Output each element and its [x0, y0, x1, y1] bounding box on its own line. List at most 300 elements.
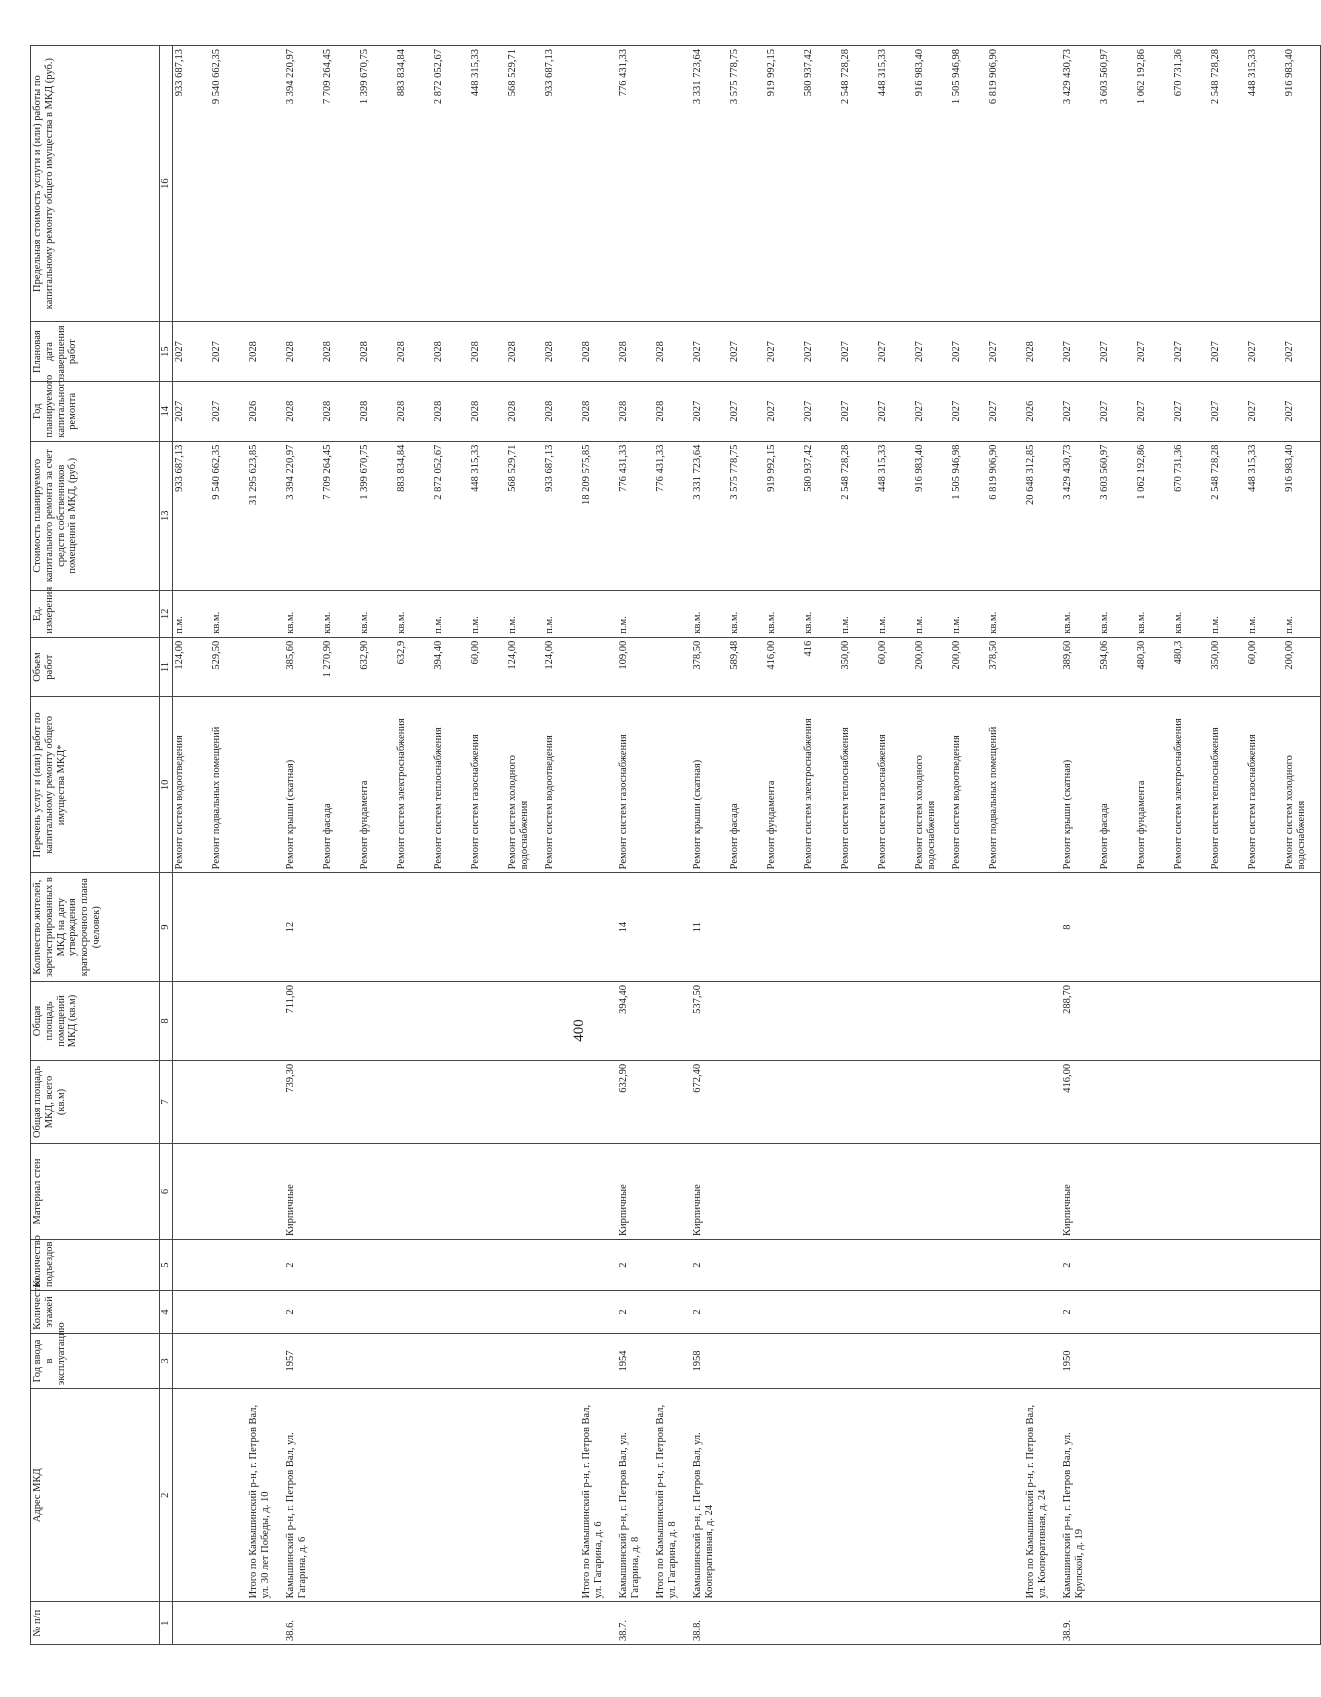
- cell-floors: 2: [691, 1291, 728, 1334]
- cell-planned-year: 2027: [765, 381, 802, 441]
- cell-planned-year: 2027: [210, 381, 247, 441]
- col-header: Плановая дата завершения работ: [31, 322, 160, 382]
- table-row: [765, 46, 802, 1645]
- cell-wall-material: [1283, 1144, 1321, 1240]
- cell-address: [1246, 1389, 1283, 1602]
- cell-wall-material: [839, 1144, 876, 1240]
- cell-wall-material: [987, 1144, 1024, 1240]
- cell-floors: [580, 1291, 617, 1334]
- cell-unit: п.м.: [543, 590, 580, 637]
- cell-total-area: [654, 1060, 691, 1143]
- cell-residents: [321, 873, 358, 982]
- cell-entrances: [506, 1239, 543, 1290]
- cell-max-cost: [654, 46, 691, 322]
- cell-planned-cost: 933 687,13: [543, 441, 580, 590]
- cell-planned-year: 2027: [950, 381, 987, 441]
- cell-premises-area: [876, 982, 913, 1061]
- col-number: 8: [160, 982, 173, 1061]
- cell-row-number: [247, 1602, 284, 1645]
- cell-row-number: 38.9.: [1061, 1602, 1098, 1645]
- cell-row-number: 38.7.: [617, 1602, 654, 1645]
- cell-planned-cost: 20 648 312,85: [1024, 441, 1061, 590]
- cell-row-number: [1135, 1602, 1172, 1645]
- cell-work-type: Ремонт фасада: [321, 697, 358, 873]
- cell-planned-year: 2026: [247, 381, 284, 441]
- cell-work-volume: [654, 637, 691, 697]
- cell-row-number: [506, 1602, 543, 1645]
- col-header: Год планируемого капитального ремонта: [31, 381, 160, 441]
- col-number: 9: [160, 873, 173, 982]
- cell-max-cost: [580, 46, 617, 322]
- cell-unit: кв.м.: [691, 590, 728, 637]
- cell-work-type: Ремонт систем теплоснабжения: [1209, 697, 1246, 873]
- cell-unit: [654, 590, 691, 637]
- cell-floors: [247, 1291, 284, 1334]
- cell-residents: [1024, 873, 1061, 982]
- col-header: Ед. измерения: [31, 590, 160, 637]
- cell-completion-date: 2028: [617, 322, 654, 382]
- table-row: [654, 46, 691, 1645]
- cell-planned-cost: 3 394 220,97: [284, 441, 321, 590]
- cell-entrances: 2: [1061, 1239, 1098, 1290]
- cell-completion-date: 2028: [247, 322, 284, 382]
- cell-max-cost: 919 992,15: [765, 46, 802, 322]
- cell-commission-year: [802, 1333, 839, 1388]
- cell-max-cost: 448 315,33: [876, 46, 913, 322]
- cell-work-type: Ремонт систем холодного водоснабжения: [913, 697, 950, 873]
- cell-planned-cost: 916 983,40: [1283, 441, 1321, 590]
- cell-floors: [1172, 1291, 1209, 1334]
- col-number: 2: [160, 1389, 173, 1602]
- cell-wall-material: Кирпичные: [1061, 1144, 1098, 1240]
- cell-completion-date: 2028: [358, 322, 395, 382]
- cell-entrances: [876, 1239, 913, 1290]
- cell-planned-cost: 2 872 052,67: [432, 441, 469, 590]
- cell-max-cost: 6 819 906,90: [987, 46, 1024, 322]
- cell-total-area: [358, 1060, 395, 1143]
- cell-work-volume: 480,30: [1135, 637, 1172, 697]
- cell-unit: [247, 590, 284, 637]
- cell-floors: [1135, 1291, 1172, 1334]
- cell-wall-material: [580, 1144, 617, 1240]
- cell-completion-date: 2028: [469, 322, 506, 382]
- table-row: [617, 46, 654, 1645]
- cell-residents: [247, 873, 284, 982]
- cell-unit: [1024, 590, 1061, 637]
- cell-entrances: [1209, 1239, 1246, 1290]
- cell-unit: кв.м.: [1135, 590, 1172, 637]
- cell-planned-cost: 9 540 662,35: [210, 441, 247, 590]
- cell-entrances: [1135, 1239, 1172, 1290]
- cell-commission-year: [506, 1333, 543, 1388]
- cell-work-volume: 589,48: [728, 637, 765, 697]
- cell-work-type: Ремонт фундамента: [358, 697, 395, 873]
- cell-entrances: [1283, 1239, 1321, 1290]
- cell-planned-year: 2027: [839, 381, 876, 441]
- cell-residents: 8: [1061, 873, 1098, 982]
- cell-unit: кв.м.: [395, 590, 432, 637]
- cell-commission-year: 1950: [1061, 1333, 1098, 1388]
- cell-completion-date: 2028: [321, 322, 358, 382]
- cell-wall-material: [247, 1144, 284, 1240]
- cell-entrances: 2: [691, 1239, 728, 1290]
- table-row: [1209, 46, 1246, 1645]
- cell-work-volume: [580, 637, 617, 697]
- cell-entrances: [358, 1239, 395, 1290]
- cell-row-number: [321, 1602, 358, 1645]
- cell-row-number: [358, 1602, 395, 1645]
- cell-wall-material: [728, 1144, 765, 1240]
- cell-address: Итого по Камышинский р-н, г. Петров Вал, ул. 30 лет Победы, д. 10: [247, 1389, 284, 1602]
- cell-commission-year: [358, 1333, 395, 1388]
- cell-work-type: Ремонт фундамента: [1135, 697, 1172, 873]
- cell-wall-material: [1024, 1144, 1061, 1240]
- table-row: [1061, 46, 1098, 1645]
- cell-entrances: [1024, 1239, 1061, 1290]
- cell-address: [950, 1389, 987, 1602]
- cell-row-number: [876, 1602, 913, 1645]
- cell-completion-date: 2027: [1135, 322, 1172, 382]
- cell-work-type: [580, 697, 617, 873]
- cell-total-area: [395, 1060, 432, 1143]
- cell-entrances: [321, 1239, 358, 1290]
- cell-work-volume: 1 270,90: [321, 637, 358, 697]
- cell-unit: п.м.: [617, 590, 654, 637]
- cell-premises-area: [1283, 982, 1321, 1061]
- col-number: 7: [160, 1060, 173, 1143]
- cell-residents: [913, 873, 950, 982]
- col-number: 15: [160, 322, 173, 382]
- cell-floors: [876, 1291, 913, 1334]
- cell-premises-area: [1135, 982, 1172, 1061]
- cell-planned-year: 2028: [321, 381, 358, 441]
- cell-wall-material: [1246, 1144, 1283, 1240]
- col-header: Количество этажей: [31, 1291, 160, 1334]
- table-row: [580, 46, 617, 1645]
- cell-max-cost: 3 331 723,64: [691, 46, 728, 322]
- cell-total-area: [210, 1060, 247, 1143]
- cell-address: [432, 1389, 469, 1602]
- cell-floors: 2: [1061, 1291, 1098, 1334]
- cell-wall-material: [358, 1144, 395, 1240]
- cell-wall-material: [876, 1144, 913, 1240]
- table-row: [1098, 46, 1135, 1645]
- col-number: 6: [160, 1144, 173, 1240]
- table-row: [728, 46, 765, 1645]
- capital-repair-table: [30, 45, 1321, 1645]
- cell-unit: п.м.: [913, 590, 950, 637]
- cell-completion-date: 2027: [950, 322, 987, 382]
- cell-unit: п.м.: [506, 590, 543, 637]
- cell-work-type: Ремонт систем водоотведения: [543, 697, 580, 873]
- cell-total-area: [1135, 1060, 1172, 1143]
- cell-wall-material: [173, 1144, 211, 1240]
- cell-row-number: [1209, 1602, 1246, 1645]
- cell-commission-year: [247, 1333, 284, 1388]
- col-header: Общая площадь помещений МКД (кв.м): [31, 982, 160, 1061]
- cell-planned-cost: 448 315,33: [469, 441, 506, 590]
- cell-unit: кв.м.: [284, 590, 321, 637]
- cell-commission-year: [1024, 1333, 1061, 1388]
- cell-unit: кв.м.: [1172, 590, 1209, 637]
- cell-commission-year: [876, 1333, 913, 1388]
- cell-commission-year: [654, 1333, 691, 1388]
- col-header: Объем работ: [31, 637, 160, 697]
- cell-entrances: [728, 1239, 765, 1290]
- cell-premises-area: [432, 982, 469, 1061]
- cell-planned-cost: 1 399 670,75: [358, 441, 395, 590]
- cell-row-number: [1283, 1602, 1321, 1645]
- cell-entrances: [987, 1239, 1024, 1290]
- cell-commission-year: [469, 1333, 506, 1388]
- cell-residents: [210, 873, 247, 982]
- cell-planned-year: 2027: [1098, 381, 1135, 441]
- cell-max-cost: 2 548 728,28: [839, 46, 876, 322]
- table-row: [1246, 46, 1283, 1645]
- cell-premises-area: 394,40: [617, 982, 654, 1061]
- cell-commission-year: [839, 1333, 876, 1388]
- cell-planned-cost: 776 431,33: [617, 441, 654, 590]
- cell-row-number: [950, 1602, 987, 1645]
- cell-work-volume: 394,40: [432, 637, 469, 697]
- cell-total-area: [1098, 1060, 1135, 1143]
- cell-max-cost: [247, 46, 284, 322]
- cell-work-volume: 200,00: [1283, 637, 1321, 697]
- cell-completion-date: 2028: [580, 322, 617, 382]
- cell-premises-area: [247, 982, 284, 1061]
- cell-residents: [950, 873, 987, 982]
- cell-floors: 2: [284, 1291, 321, 1334]
- cell-premises-area: [580, 982, 617, 1061]
- cell-entrances: [1246, 1239, 1283, 1290]
- cell-max-cost: 916 983,40: [913, 46, 950, 322]
- cell-unit: п.м.: [469, 590, 506, 637]
- cell-commission-year: [765, 1333, 802, 1388]
- cell-planned-cost: 2 548 728,28: [839, 441, 876, 590]
- cell-total-area: [580, 1060, 617, 1143]
- cell-entrances: [432, 1239, 469, 1290]
- cell-completion-date: 2028: [284, 322, 321, 382]
- cell-row-number: [987, 1602, 1024, 1645]
- cell-max-cost: 448 315,33: [469, 46, 506, 322]
- cell-completion-date: 2027: [1172, 322, 1209, 382]
- table-row: [358, 46, 395, 1645]
- cell-floors: 2: [617, 1291, 654, 1334]
- cell-wall-material: [395, 1144, 432, 1240]
- cell-floors: [765, 1291, 802, 1334]
- cell-premises-area: [506, 982, 543, 1061]
- cell-max-cost: 580 937,42: [802, 46, 839, 322]
- cell-address: [321, 1389, 358, 1602]
- cell-wall-material: [1098, 1144, 1135, 1240]
- cell-completion-date: 2027: [173, 322, 211, 382]
- cell-unit: кв.м.: [987, 590, 1024, 637]
- cell-planned-year: 2027: [876, 381, 913, 441]
- cell-planned-cost: 883 834,84: [395, 441, 432, 590]
- cell-work-type: [1024, 697, 1061, 873]
- cell-address: [1209, 1389, 1246, 1602]
- cell-address: [802, 1389, 839, 1602]
- col-header: Материал стен: [31, 1144, 160, 1240]
- cell-entrances: [1172, 1239, 1209, 1290]
- cell-planned-year: 2027: [173, 381, 211, 441]
- cell-work-type: Ремонт систем газоснабжения: [469, 697, 506, 873]
- cell-total-area: [321, 1060, 358, 1143]
- cell-wall-material: [950, 1144, 987, 1240]
- cell-residents: [1283, 873, 1321, 982]
- cell-completion-date: 2028: [506, 322, 543, 382]
- cell-entrances: [543, 1239, 580, 1290]
- cell-premises-area: [765, 982, 802, 1061]
- table-row: [876, 46, 913, 1645]
- cell-premises-area: 537,50: [691, 982, 728, 1061]
- cell-work-volume: 109,00: [617, 637, 654, 697]
- cell-planned-year: 2027: [1135, 381, 1172, 441]
- cell-unit: п.м.: [876, 590, 913, 637]
- cell-entrances: 2: [284, 1239, 321, 1290]
- cell-max-cost: 1 062 192,86: [1135, 46, 1172, 322]
- cell-address: Итого по Камышинский р-н, г. Петров Вал, ул. Гагарина, д. 6: [580, 1389, 617, 1602]
- cell-commission-year: [395, 1333, 432, 1388]
- cell-work-volume: 200,00: [950, 637, 987, 697]
- cell-planned-year: 2027: [1209, 381, 1246, 441]
- cell-completion-date: 2027: [210, 322, 247, 382]
- table-row: [284, 46, 321, 1645]
- table-row: [1283, 46, 1321, 1645]
- cell-total-area: [765, 1060, 802, 1143]
- cell-premises-area: [1024, 982, 1061, 1061]
- cell-row-number: [802, 1602, 839, 1645]
- cell-wall-material: [913, 1144, 950, 1240]
- cell-unit: п.м.: [1283, 590, 1321, 637]
- cell-residents: [580, 873, 617, 982]
- cell-work-type: Ремонт систем электроснабжения: [395, 697, 432, 873]
- cell-floors: [321, 1291, 358, 1334]
- cell-planned-cost: 3 575 778,75: [728, 441, 765, 590]
- cell-completion-date: 2028: [432, 322, 469, 382]
- cell-planned-year: 2027: [1246, 381, 1283, 441]
- cell-wall-material: [765, 1144, 802, 1240]
- cell-wall-material: [802, 1144, 839, 1240]
- cell-completion-date: 2028: [395, 322, 432, 382]
- cell-work-type: Ремонт систем водоотведения: [173, 697, 211, 873]
- rotated-table-container: [30, 45, 1307, 1645]
- col-header: Количество жителей, зарегистрированных в МКД на дату утверждения краткосрочного плана (человек): [31, 873, 160, 982]
- table-row: [987, 46, 1024, 1645]
- cell-address: [506, 1389, 543, 1602]
- table-row: [691, 46, 728, 1645]
- cell-total-area: [802, 1060, 839, 1143]
- cell-commission-year: [173, 1333, 211, 1388]
- cell-work-type: Ремонт фасада: [1098, 697, 1135, 873]
- cell-total-area: [1246, 1060, 1283, 1143]
- cell-address: [987, 1389, 1024, 1602]
- cell-completion-date: 2027: [728, 322, 765, 382]
- cell-unit: п.м.: [950, 590, 987, 637]
- cell-total-area: [543, 1060, 580, 1143]
- cell-address: Итого по Камышинский р-н, г. Петров Вал, ул. Гагарина, д. 8: [654, 1389, 691, 1602]
- cell-premises-area: [543, 982, 580, 1061]
- col-number: 5: [160, 1239, 173, 1290]
- cell-wall-material: Кирпичные: [284, 1144, 321, 1240]
- cell-planned-cost: 568 529,71: [506, 441, 543, 590]
- cell-work-volume: 389,60: [1061, 637, 1098, 697]
- cell-planned-cost: 1 062 192,86: [1135, 441, 1172, 590]
- cell-completion-date: 2028: [654, 322, 691, 382]
- cell-unit: кв.м.: [1098, 590, 1135, 637]
- cell-max-cost: 1 399 670,75: [358, 46, 395, 322]
- cell-work-volume: [247, 637, 284, 697]
- cell-wall-material: [321, 1144, 358, 1240]
- cell-floors: [728, 1291, 765, 1334]
- cell-entrances: [469, 1239, 506, 1290]
- cell-wall-material: Кирпичные: [691, 1144, 728, 1240]
- cell-address: [839, 1389, 876, 1602]
- cell-total-area: 416,00: [1061, 1060, 1098, 1143]
- cell-work-type: Ремонт крыши (скатная): [284, 697, 321, 873]
- cell-entrances: [802, 1239, 839, 1290]
- cell-wall-material: [506, 1144, 543, 1240]
- cell-floors: [839, 1291, 876, 1334]
- cell-floors: [1209, 1291, 1246, 1334]
- cell-total-area: 739,30: [284, 1060, 321, 1143]
- cell-residents: [1172, 873, 1209, 982]
- cell-premises-area: [1246, 982, 1283, 1061]
- cell-address: Итого по Камышинский р-н, г. Петров Вал, ул. Кооперативная, д. 24: [1024, 1389, 1061, 1602]
- cell-wall-material: Кирпичные: [617, 1144, 654, 1240]
- cell-work-volume: 350,00: [839, 637, 876, 697]
- cell-row-number: [765, 1602, 802, 1645]
- cell-premises-area: [210, 982, 247, 1061]
- cell-entrances: [950, 1239, 987, 1290]
- cell-residents: [1135, 873, 1172, 982]
- cell-premises-area: [1098, 982, 1135, 1061]
- cell-floors: [173, 1291, 211, 1334]
- cell-entrances: [913, 1239, 950, 1290]
- cell-commission-year: 1957: [284, 1333, 321, 1388]
- cell-completion-date: 2027: [876, 322, 913, 382]
- cell-unit: кв.м.: [1061, 590, 1098, 637]
- cell-work-type: Ремонт систем холодного водоснабжения: [1283, 697, 1321, 873]
- cell-row-number: [839, 1602, 876, 1645]
- cell-completion-date: 2027: [691, 322, 728, 382]
- cell-premises-area: [1209, 982, 1246, 1061]
- cell-floors: [395, 1291, 432, 1334]
- cell-completion-date: 2027: [1098, 322, 1135, 382]
- cell-commission-year: [1172, 1333, 1209, 1388]
- cell-premises-area: 711,00: [284, 982, 321, 1061]
- cell-work-type: Ремонт крыши (скатная): [1061, 697, 1098, 873]
- cell-row-number: [728, 1602, 765, 1645]
- cell-premises-area: [395, 982, 432, 1061]
- cell-planned-year: 2027: [1283, 381, 1321, 441]
- cell-unit: п.м.: [839, 590, 876, 637]
- table-row: [839, 46, 876, 1645]
- cell-planned-year: 2027: [691, 381, 728, 441]
- cell-address: Камышинский р-н, г. Петров Вал, ул. Гагарина, д. 8: [617, 1389, 654, 1602]
- table-row: [210, 46, 247, 1645]
- cell-work-volume: 60,00: [1246, 637, 1283, 697]
- cell-total-area: [1283, 1060, 1321, 1143]
- cell-row-number: 38.8.: [691, 1602, 728, 1645]
- col-header: Год ввода в эксплуатацию: [31, 1333, 160, 1388]
- cell-entrances: 2: [617, 1239, 654, 1290]
- cell-unit: п.м.: [1209, 590, 1246, 637]
- cell-premises-area: [728, 982, 765, 1061]
- cell-work-type: Ремонт систем газоснабжения: [1246, 697, 1283, 873]
- cell-premises-area: [987, 982, 1024, 1061]
- cell-residents: [987, 873, 1024, 982]
